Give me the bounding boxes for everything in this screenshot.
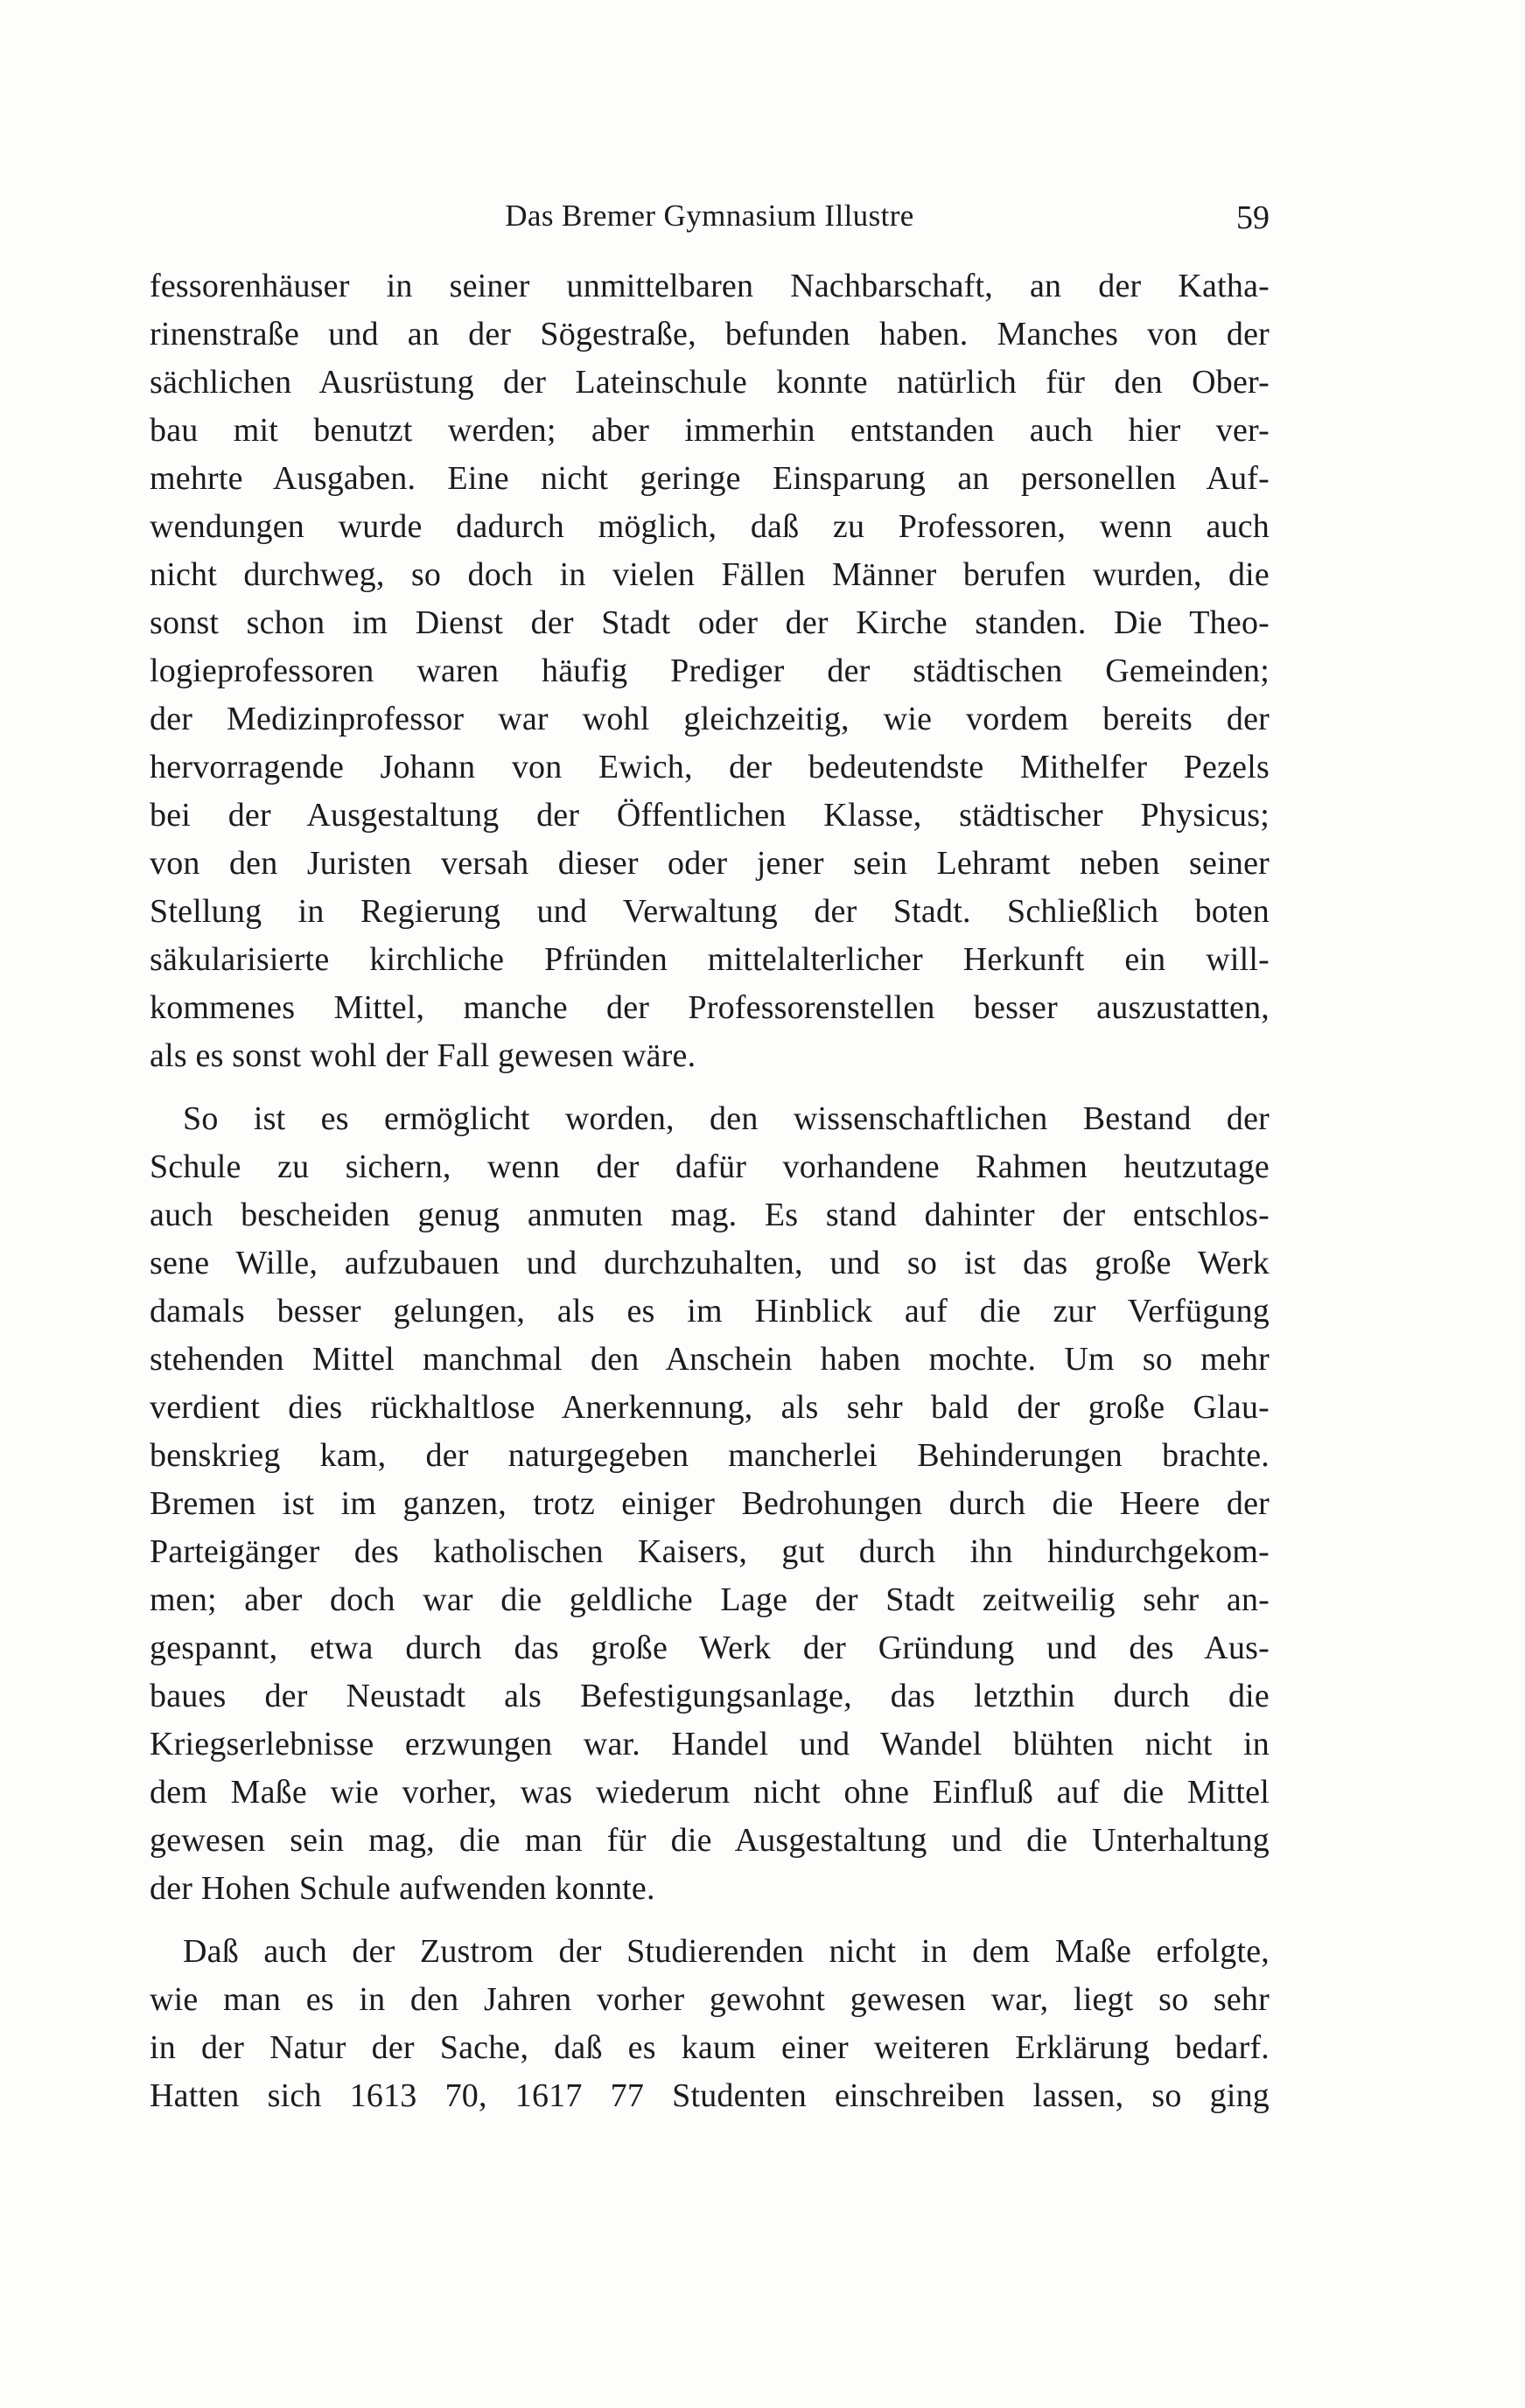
text-line: der Medizinprofessor war wohl gleichzeitig, wie vordem bereits der <box>150 701 1270 737</box>
text-line: stehenden Mittel manchmal den Anschein haben mochte. Um so mehr <box>150 1341 1270 1378</box>
text-line: Hatten sich 1613 70, 1617 77 Studenten einschreiben lassen, so ging <box>150 2077 1270 2114</box>
text-line: wie man es in den Jahren vorher gewohnt gewesen war, liegt so sehr <box>150 1981 1270 2018</box>
text-line: von den Juristen versah dieser oder jener sein Lehramt neben seiner <box>150 845 1270 882</box>
text-line: men; aber doch war die geldliche Lage der Stadt zeitweilig sehr an- <box>150 1581 1270 1618</box>
text-line: gewesen sein mag, die man für die Ausgestaltung und die Unterhaltung <box>150 1822 1270 1859</box>
running-title: Das Bremer Gymnasium Illustre <box>505 199 914 233</box>
text-line: gespannt, etwa durch das große Werk der Gründung und des Aus- <box>150 1630 1270 1666</box>
page-number: 59 <box>1236 199 1270 236</box>
text-line: sächlichen Ausrüstung der Lateinschule konnte natürlich für den Ober- <box>150 364 1270 401</box>
body-text <box>150 262 1270 2120</box>
paragraph-gap <box>150 1080 1270 1095</box>
text-line: Stellung in Regierung und Verwaltung der Stadt. Schließlich boten <box>150 893 1270 930</box>
text-line: Kriegserlebnisse erzwungen war. Handel und Wandel blühten nicht in <box>150 1726 1270 1762</box>
text-line: bei der Ausgestaltung der Öffentlichen Klasse, städtischer Physicus; <box>150 797 1270 834</box>
text-line: nicht durchweg, so doch in vielen Fällen Männer berufen wurden, die <box>150 556 1270 593</box>
paragraph-1 <box>150 262 1270 1080</box>
paragraph-2 <box>150 1095 1270 1913</box>
text-line: hervorragende Johann von Ewich, der bedeutendste Mithelfer Pezels <box>150 749 1270 785</box>
text-line: baues der Neustadt als Befestigungsanlage, das letzthin durch die <box>150 1678 1270 1714</box>
text-line: Schule zu sichern, wenn der dafür vorhandene Rahmen heutzutage <box>150 1148 1270 1185</box>
text-line: bau mit benutzt werden; aber immerhin entstanden auch hier ver- <box>150 412 1270 449</box>
text-line: logieprofessoren waren häufig Prediger der städtischen Gemeinden; <box>150 653 1270 689</box>
paragraph-gap <box>150 1913 1270 1928</box>
text-line: auch bescheiden genug anmuten mag. Es stand dahinter der entschlos- <box>150 1197 1270 1233</box>
text-line: Parteigänger des katholischen Kaisers, gut durch ihn hindurchgekom- <box>150 1533 1270 1570</box>
text-line: rinenstraße und an der Sögestraße, befunden haben. Manches von der <box>150 316 1270 352</box>
paragraph-3 <box>150 1928 1270 2120</box>
text-line: damals besser gelungen, als es im Hinblick auf die zur Verfügung <box>150 1293 1270 1330</box>
text-line: mehrte Ausgaben. Eine nicht geringe Einsparung an personellen Auf- <box>150 460 1270 497</box>
text-line: So ist es ermöglicht worden, den wissenschaftlichen Bestand der <box>183 1100 1270 1137</box>
text-line: dem Maße wie vorher, was wiederum nicht ohne Einfluß auf die Mittel <box>150 1774 1270 1811</box>
text-line: kommenes Mittel, manche der Professorenstellen besser auszustatten, <box>150 989 1270 1026</box>
text-line: sene Wille, aufzubauen und durchzuhalten, und so ist das große Werk <box>150 1245 1270 1281</box>
text-line: fessorenhäuser in seiner unmittelbaren Nachbarschaft, an der Katha- <box>150 268 1270 304</box>
text-line: verdient dies rückhaltlose Anerkennung, als sehr bald der große Glau- <box>150 1389 1270 1426</box>
text-line: in der Natur der Sache, daß es kaum einer weiteren Erklärung bedarf. <box>150 2029 1270 2066</box>
text-line: Bremen ist im ganzen, trotz einiger Bedrohungen durch die Heere der <box>150 1485 1270 1522</box>
text-line: Daß auch der Zustrom der Studierenden nicht in dem Maße erfolgte, <box>183 1933 1270 1970</box>
text-line: als es sonst wohl der Fall gewesen wäre. <box>150 1037 696 1074</box>
text-line: wendungen wurde dadurch möglich, daß zu Professoren, wenn auch <box>150 508 1270 545</box>
running-head <box>150 194 1270 238</box>
text-line: benskrieg kam, der naturgegeben mancherlei Behinderungen brachte. <box>150 1437 1270 1474</box>
text-line: säkularisierte kirchliche Pfründen mittelalterlicher Herkunft ein will- <box>150 941 1270 978</box>
text-line: sonst schon im Dienst der Stadt oder der Kirche standen. Die Theo- <box>150 604 1270 641</box>
text-line: der Hohen Schule aufwenden konnte. <box>150 1870 655 1907</box>
